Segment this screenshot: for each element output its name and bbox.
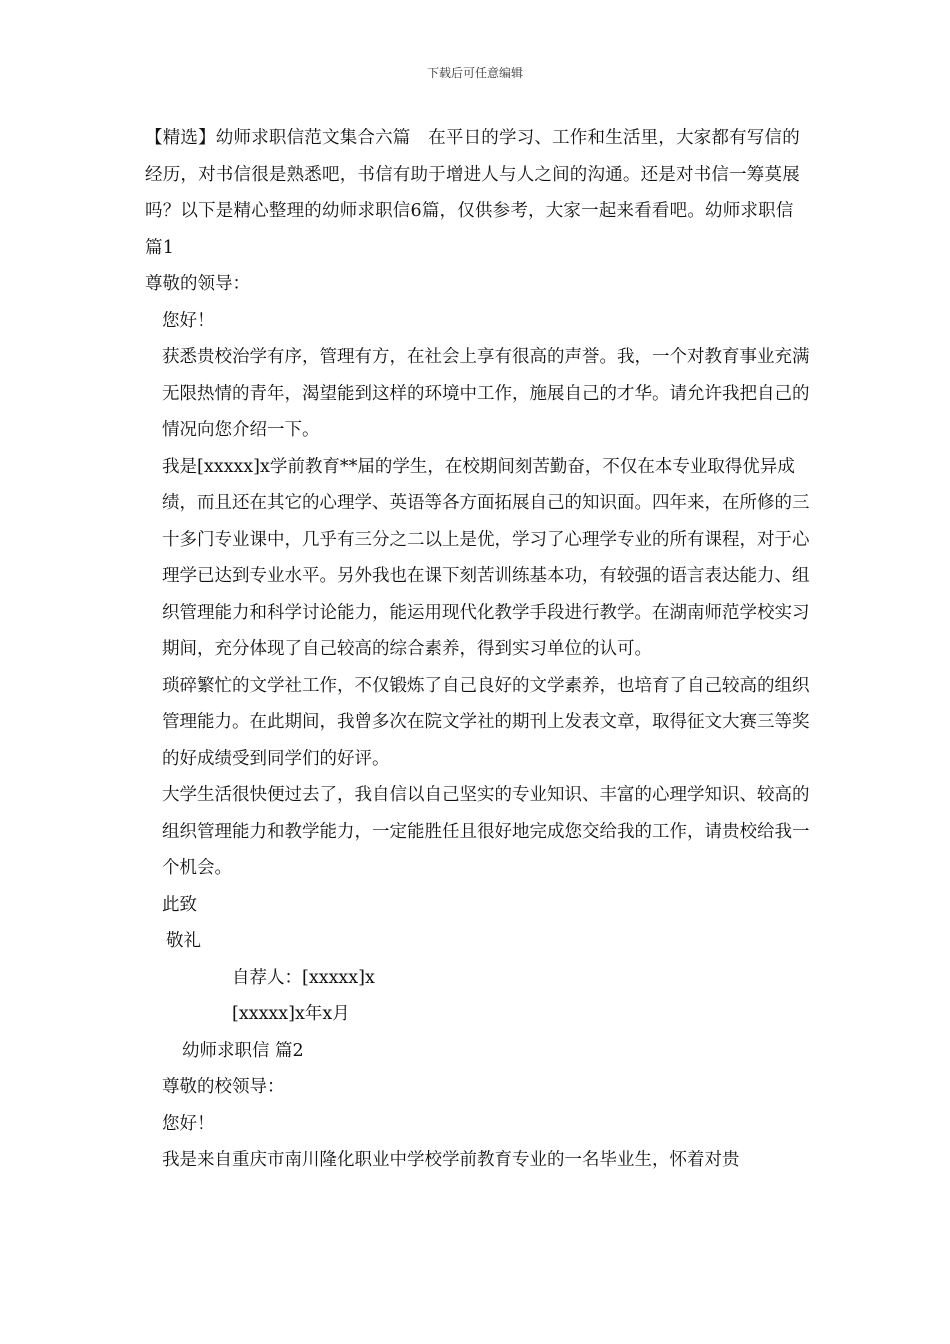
body-paragraph: 我是来自重庆市南川隆化职业中学校学前教育专业的一名毕业生，怀着对贵 bbox=[162, 1150, 740, 1170]
salutation: 尊敬的领导： bbox=[145, 274, 250, 294]
date-line: [xxxxx]x年x月 bbox=[232, 1004, 350, 1024]
body-paragraph: 我是[xxxxx]x学前教育**届的学生，在校期间刻苦勤奋，不仅在本专业取得优异成绩，而且还在其它的心理学、英语等各方面拓展自己的知识面。四年来，在所修的三十多门专业课中，几乎有三分之二以上是优，学习了心理学专业的所有课程，对于心理学已达到专业水平。另外我也在课下刻苦训练基本功，有较强的语言表达能力、组织管理能力和科学讨论能力，能运用现代化教学手段进行教学。在湖南师范学校实习期间，充分体现了自己较高的综合素养，得到实习单位的认可。 bbox=[162, 456, 810, 659]
body-paragraph: 获悉贵校治学有序，管理有方，在社会上享有很高的声誉。我，一个对教育事业充满无限热情的青年，渴望能到这样的环境中工作，施展自己的才华。请允许我把自己的情况向您介绍一下。 bbox=[162, 347, 810, 440]
section-title: 幼师求职信 篇2 bbox=[182, 1040, 304, 1061]
page-header: 下载后可任意编辑 bbox=[426, 66, 523, 80]
document-body bbox=[145, 120, 815, 1179]
greeting: 您好！ bbox=[162, 310, 215, 331]
body-paragraph: 琐碎繁忙的文学社工作，不仅锻炼了自己良好的文学素养，也培育了自己较高的组织管理能力。在此期间，我曾多次在院文学社的期刊上发表文章，取得征文大赛三等奖的好成绩受到同学们的好评。 bbox=[162, 675, 810, 769]
intro-paragraph: 【精选】幼师求职信范文集合六篇 在平日的学习、工作和生活里，大家都有写信的经历，对书信很是熟悉吧，书信有助于增进人与人之间的沟通。还是对书信一筹莫展吗？以下是精心整理的幼师求职信6篇，仅供参考，大家一起来看看吧。幼师求职信 篇1 bbox=[145, 128, 800, 258]
closing-line: 此致 bbox=[162, 894, 197, 915]
body-paragraph: 大学生活很快便过去了，我自信以自己坚实的专业知识、丰富的心理学知识、较高的组织管理能力和教学能力，一定能胜任且很好地完成您交给我的工作，请贵校给我一个机会。 bbox=[162, 785, 810, 878]
greeting: 您好！ bbox=[162, 1113, 215, 1134]
signer-line: 自荐人：[xxxxx]x bbox=[232, 967, 375, 988]
closing-line: 敬礼 bbox=[166, 931, 201, 951]
salutation: 尊敬的校领导： bbox=[162, 1077, 285, 1097]
